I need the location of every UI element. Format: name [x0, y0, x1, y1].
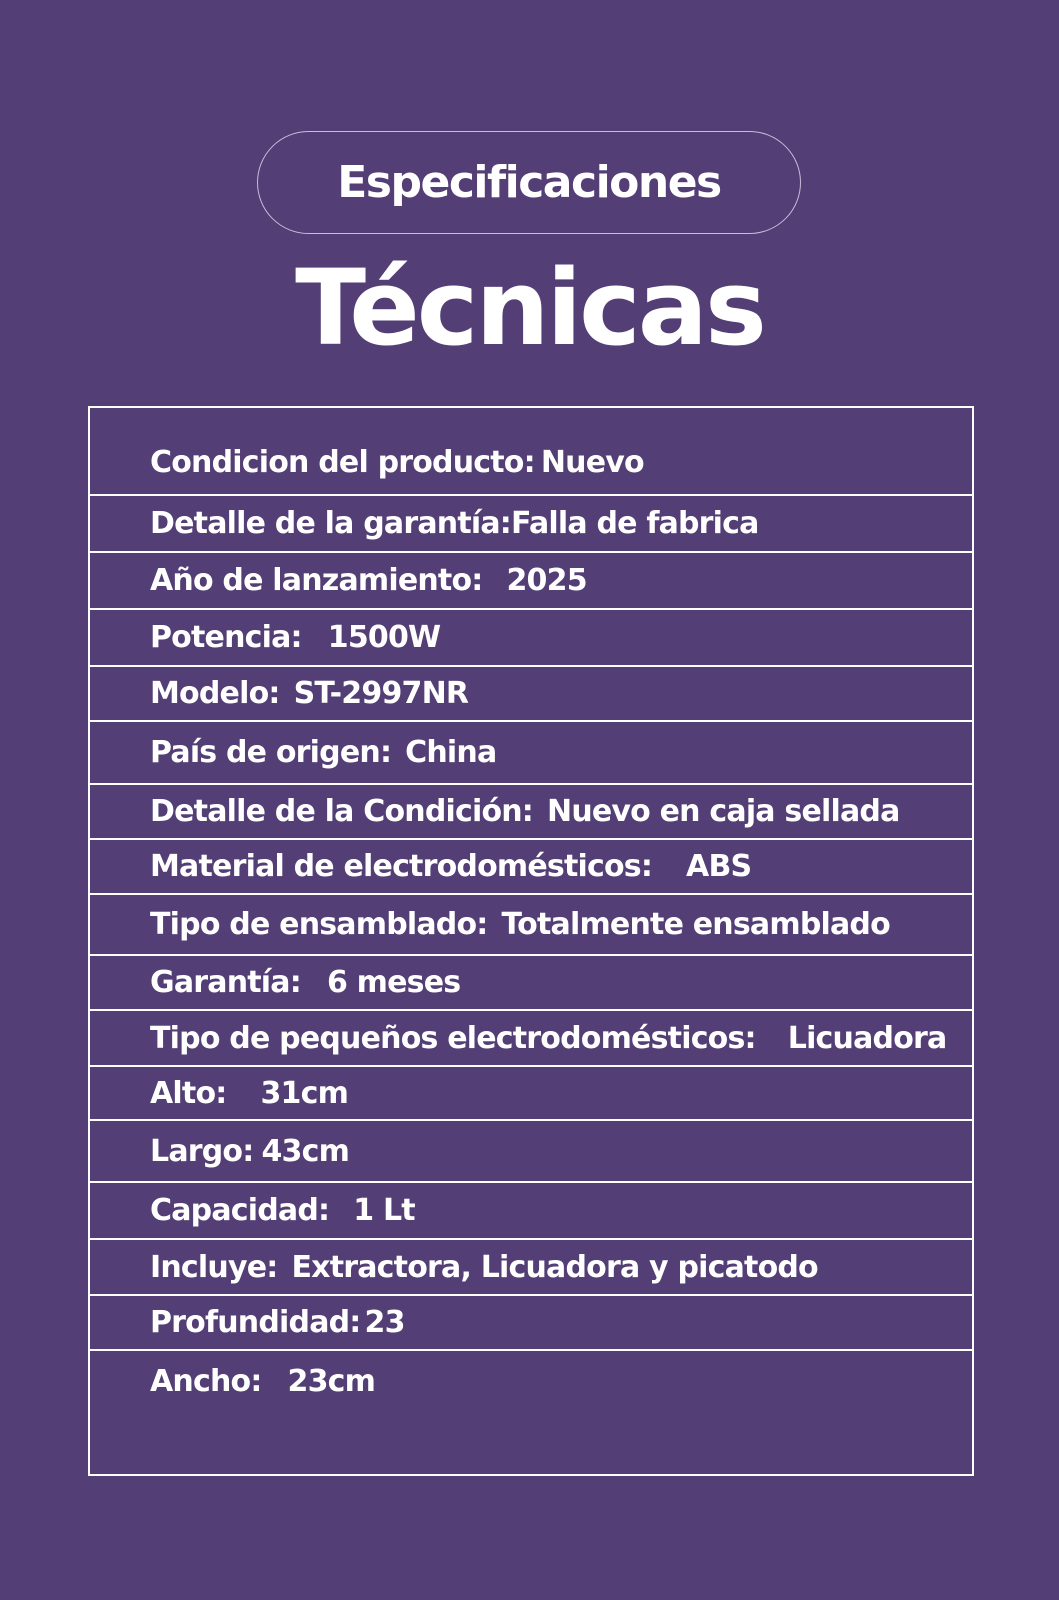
spec-value: 6 meses	[326, 965, 461, 1000]
spec-row-garantia	[90, 956, 972, 1011]
spec-label: Condicion del producto:	[150, 444, 535, 480]
spec-row-potencia	[90, 610, 972, 667]
spec-label: Ancho:	[150, 1363, 262, 1399]
spec-value: 31cm	[260, 1075, 349, 1111]
spec-value: ST-2997NR	[293, 676, 469, 711]
spec-row-modelo	[90, 667, 972, 722]
spec-label: Profundidad:	[150, 1305, 361, 1340]
spec-label: Largo:	[150, 1133, 254, 1169]
section-pill	[257, 131, 801, 234]
spec-value: Nuevo en caja sellada	[547, 794, 900, 829]
spec-row-ancho	[90, 1351, 972, 1411]
spec-label: Alto:	[150, 1075, 227, 1111]
spec-row-material	[90, 840, 972, 895]
spec-value: ABS	[686, 849, 752, 884]
spec-value: Totalmente ensamblado	[501, 907, 890, 942]
spec-value: Falla de fabrica	[511, 506, 759, 541]
spec-label: Incluye:	[150, 1249, 278, 1285]
spec-value: 23cm	[287, 1363, 376, 1399]
spec-row-tipo	[90, 1011, 972, 1067]
spec-value: Nuevo	[540, 444, 644, 480]
spec-value: 43cm	[261, 1133, 350, 1169]
spec-label: Tipo de ensamblado:	[150, 907, 488, 942]
spec-label: Potencia:	[150, 620, 302, 655]
spec-row-condicion	[90, 408, 972, 496]
spec-value: 2025	[506, 563, 587, 598]
spec-row-capacidad	[90, 1183, 972, 1240]
spec-label: Año de lanzamiento:	[150, 563, 483, 598]
spec-table	[88, 406, 974, 1476]
spec-label: Material de electrodomésticos:	[150, 849, 653, 884]
spec-row-garantia-detalle	[90, 496, 972, 553]
spec-value: Licuadora	[787, 1020, 947, 1056]
spec-value: 1 Lt	[353, 1193, 415, 1228]
spec-label: Capacidad:	[150, 1193, 330, 1228]
spec-row-profundidad	[90, 1296, 972, 1351]
page-title: Técnicas	[295, 247, 764, 369]
spec-label: Tipo de pequeños electrodomésticos:	[150, 1020, 756, 1056]
spec-label: Modelo:	[150, 676, 280, 711]
spec-row-condicion-detalle	[90, 785, 972, 840]
spec-row-origen	[90, 722, 972, 785]
spec-row-lanzamiento	[90, 553, 972, 610]
spec-value: Extractora, Licuadora y picatodo	[291, 1249, 818, 1285]
spec-value: 1500W	[327, 620, 441, 655]
spec-value: 23	[364, 1305, 405, 1340]
spec-value: China	[405, 735, 497, 770]
spec-row-alto	[90, 1067, 972, 1121]
spec-row-largo	[90, 1121, 972, 1183]
spec-row-ensamblado	[90, 895, 972, 956]
spec-label: País de origen:	[150, 735, 392, 770]
spec-label: Garantía:	[150, 965, 301, 1000]
spec-label: Detalle de la garantía:	[150, 506, 512, 541]
pill-label: Especificaciones	[337, 156, 721, 208]
spec-label: Detalle de la Condición:	[150, 794, 534, 829]
spec-row-incluye	[90, 1240, 972, 1296]
